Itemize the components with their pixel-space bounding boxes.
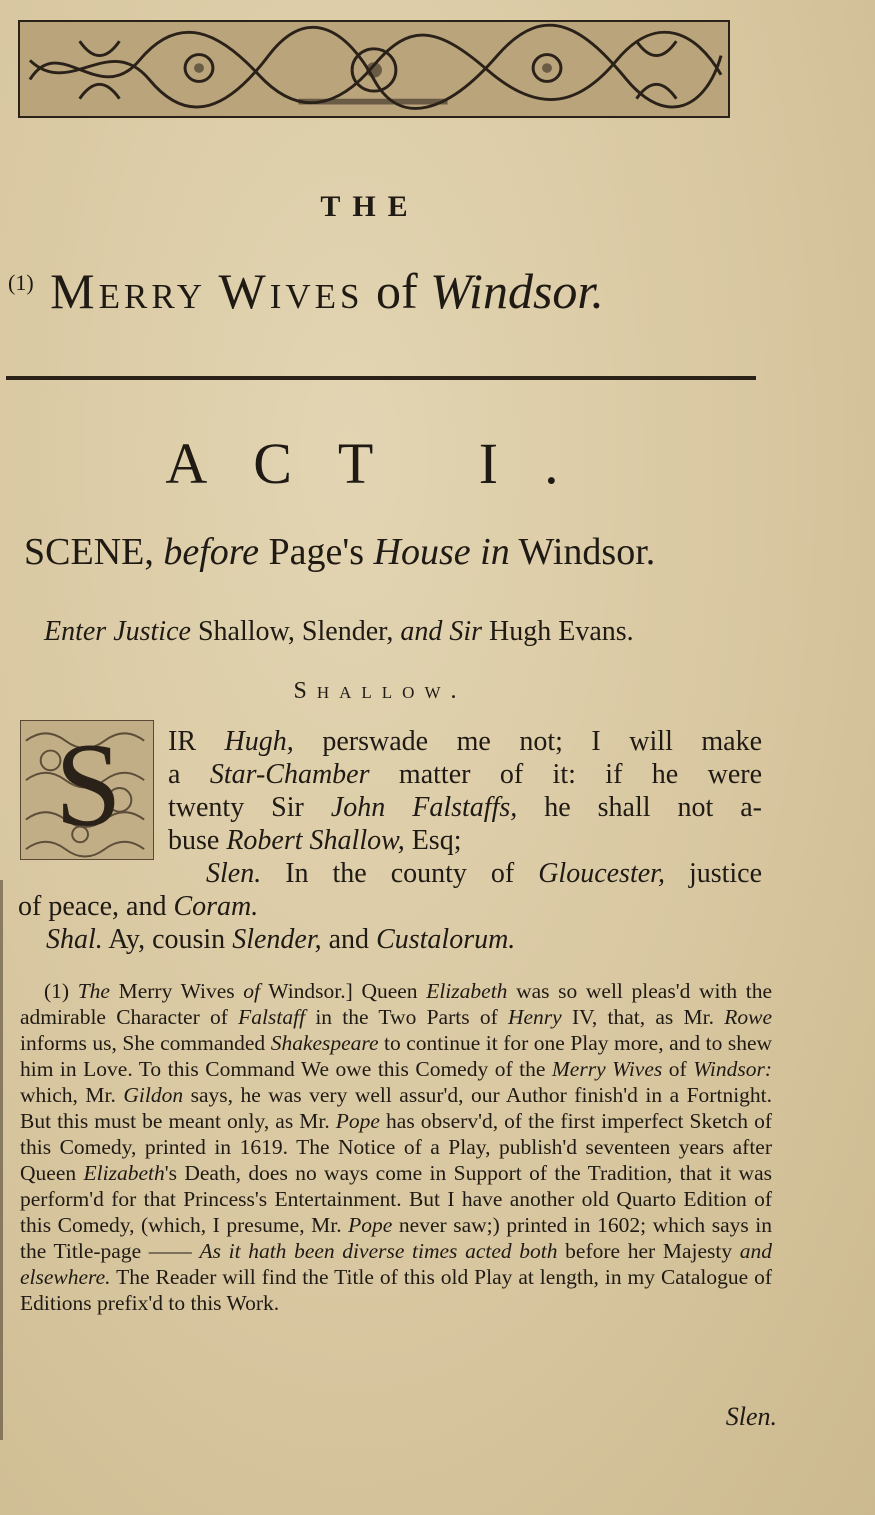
enter-and-sir: and Sir [400, 616, 483, 647]
act-heading: ACT I. [165, 431, 605, 496]
speech-line-5: Slen. In the county of Gloucester, justice [206, 858, 763, 889]
speech-line-4: buse Robert Shallow, Esq; [168, 825, 462, 856]
dropcap-letter: S [55, 720, 122, 851]
stage-direction [44, 616, 804, 648]
footnote-reference: (1) [8, 270, 34, 295]
speech-line-7: Shal. Ay, cousin Slender, and Custalorum. [46, 924, 516, 955]
title-windsor: Windsor. [430, 263, 604, 319]
speech-line-6: of peace, and Coram. [18, 891, 259, 922]
the-heading: THE [320, 190, 420, 223]
scene-heading [24, 530, 784, 574]
title-rule [6, 376, 756, 380]
speech-line-1: IR Hugh, perswade me not; I will make [168, 726, 763, 757]
speech-line-3: twenty Sir John Falstaffs, he shall not a- [168, 792, 763, 823]
scene-pages: Page's [268, 531, 365, 573]
enter-hugh-evans: Hugh Evans. [489, 616, 634, 647]
decorated-initial-icon [20, 720, 154, 860]
scene-word: SCENE, [24, 531, 154, 573]
page-edge-shadow [0, 880, 3, 1440]
enter-justice: Enter Justice [44, 616, 191, 647]
catchword: Slen. [725, 1402, 777, 1431]
speaker-name: Shallow. [293, 678, 467, 704]
title-wives: Wives [218, 263, 364, 319]
title-of: of [376, 263, 418, 319]
footnote: (1) The Merry Wives of Windsor.] Queen Elizabeth was so well pleas'd with the admirable Character of Falstaff in the Two Parts of Henry IV, that, as Mr. Rowe informs us, She commanded Shakespeare to continue it for one Play more, and to shew him in Love. To this Command We owe this Comedy of the Merry Wives of Windsor: which, Mr. Gildon says, he was very well assur'd, our Author finish'd in a Fortnight. But this must be meant only, as Mr. Pope has observ'd, of the first imperfect Sketch of this Comedy, printed in 1619. The Notice of a Play, publish'd seventeen years after Queen Elizabeth's Death, does no ways come in Support of the Tradition, that it was perform'd for that Princess's Entertainment. But I have another old Quarto Edition of this Comedy, (which, I presume, Mr. Pope never saw;) printed in 1602; which says in the Title-page —— As it hath been diverse times acted both before her Majesty and elsewhere. The Reader will find the Title of this old Play at length, in my Catalogue of Editions prefix'd to this Work. [20, 979, 773, 1315]
enter-shallow-slender: Shallow, Slender, [197, 616, 394, 647]
speech-line-2: a Star-Chamber matter of it: if he were [168, 759, 763, 790]
scene-before: before [163, 531, 260, 573]
play-title [8, 262, 768, 320]
scene-windsor: Windsor. [518, 531, 656, 573]
title-merry: Merry [50, 263, 207, 319]
ornamental-headpiece-icon [18, 20, 730, 118]
scene-house-in: House in [373, 531, 510, 573]
